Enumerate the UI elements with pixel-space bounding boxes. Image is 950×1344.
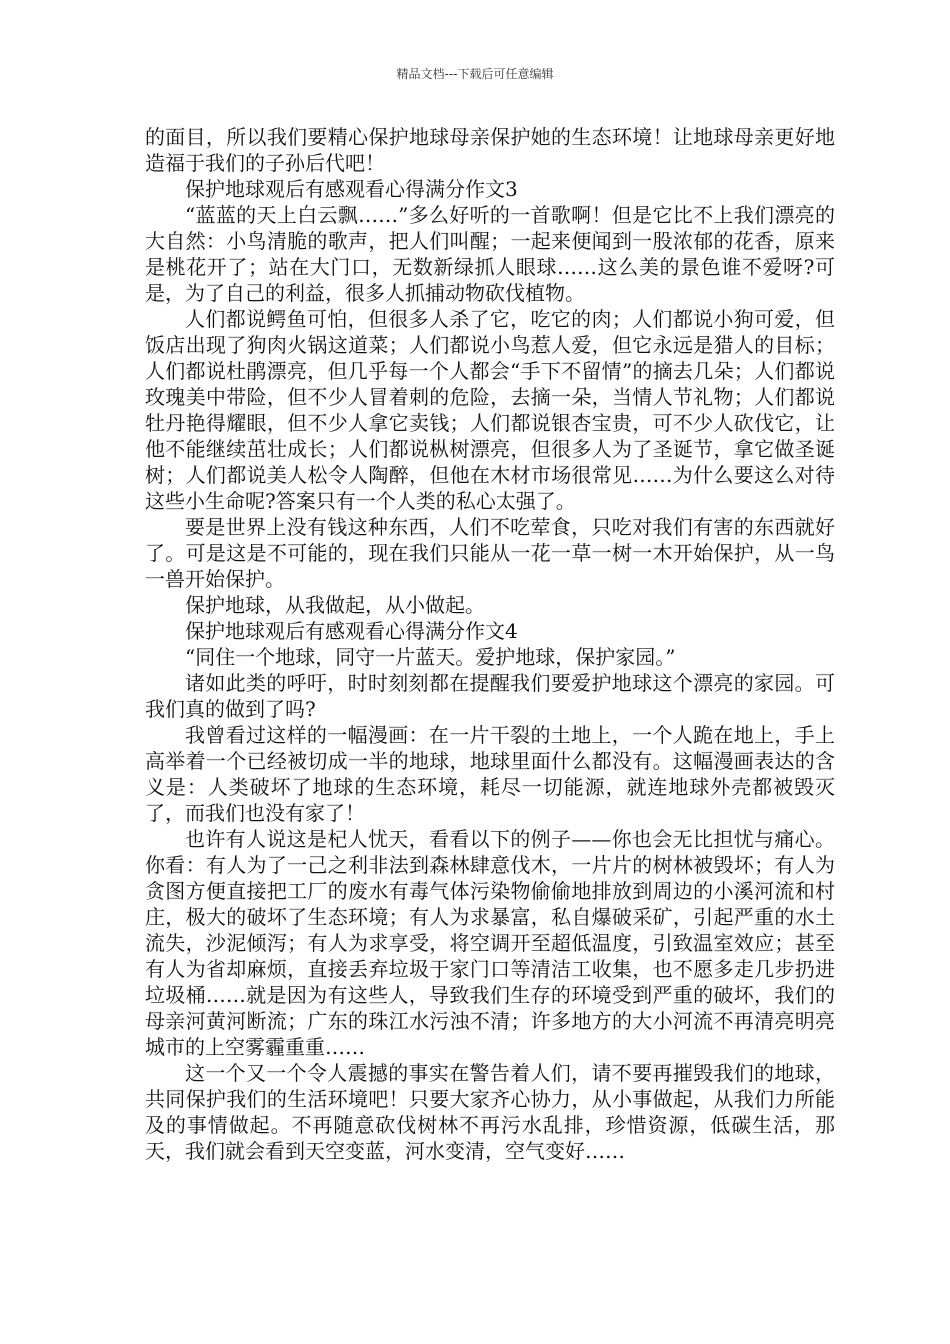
paragraph: 保护地球，从我做起，从小做起。 bbox=[185, 593, 485, 617]
paragraph: 也许有人说这是杞人忧天，看看以下的例子——你也会无比担忧与痛心。你看：有人为了一己之利非法到森林肆意伐木，一片片的树林被毁坏；有人为贪图方便直接把工厂的废水有毒气体污染物偷偷地排放到周边的小溪河流和村庄，极大的破坏了生态环境；有人为求暴富，私自爆破采矿，引起严重的水土流失，沙泥倾泻；有人为求享受，将空调开至超低温度，引致温室效应；甚至有人为省却麻烦，直接丢弃垃圾于家门口等清洁工收集，也不愿多走几步扔进垃圾桶……就是因为有这些人，导致我们生存的环境受到严重的破坏，我们的母亲河黄河断流；广东的珠江水污浊不清；许多地方的大小河流不再清亮明亮城市的上空雾霾重重…… bbox=[145, 827, 835, 1059]
paragraph: 要是世界上没有钱这种东西，人们不吃荤食，只吃对我们有害的东西就好了。可是这是不可能的，现在我们只能从一花一草一树一木开始保护，从一鸟一兽开始保护。 bbox=[145, 515, 835, 591]
page-header: 精品文档---下载后可任意编辑 bbox=[396, 67, 554, 81]
paragraph: 这一个又一个令人震撼的事实在警告着人们，请不要再摧毁我们的地球，共同保护我们的生活环境吧！只要大家齐心协力，从小事做起，从我们力所能及的事情做起。不再随意砍伐树林不再污水乱排，珍惜资源，低碳生活，那天，我们就会看到天空变蓝，河水变清，空气变好…… bbox=[145, 1061, 835, 1163]
paragraph: “同住一个地球，同守一片蓝天。爱护地球，保护家园。” bbox=[185, 645, 676, 669]
document-body bbox=[145, 124, 835, 1164]
essay-title-3: 保护地球观后有感观看心得满分作文3 bbox=[185, 177, 518, 201]
paragraph: 人们都说鳄鱼可怕，但很多人杀了它，吃它的肉；人们都说小狗可爱，但饭店出现了狗肉火锅这道菜；人们都说小鸟惹人爱，但它永远是猎人的目标；人们都说杜鹃漂亮，但几乎每一个人都会“手下不留情”的摘去几朵；人们都说玫瑰美中带险，但不少人冒着刺的危险，去摘一朵，当情人节礼物；人们都说牡丹艳得耀眼，但不少人拿它卖钱；人们都说银杏宝贵，可不少人砍伐它，让他不能继续茁壮成长；人们都说枞树漂亮，但很多人为了圣诞节，拿它做圣诞树；人们都说美人松令人陶醉，但他在木材市场很常见……为什么要这么对待这些小生命呢?答案只有一个人类的私心太强了。 bbox=[145, 307, 835, 513]
essay-title-4: 保护地球观后有感观看心得满分作文4 bbox=[185, 619, 518, 643]
paragraph: 诸如此类的呼吁，时时刻刻都在提醒我们要爱护地球这个漂亮的家园。可我们真的做到了吗? bbox=[145, 671, 835, 721]
paragraph: “蓝蓝的天上白云飘……”多么好听的一首歌啊！但是它比不上我们漂亮的大自然：小鸟清脆的歌声，把人们叫醒；一起来便闻到一股浓郁的花香，原来是桃花开了；站在大门口，无数新绿抓人眼球……这么美的景色谁不爱呀?可是，为了自己的利益，很多人抓捕动物砍伐植物。 bbox=[145, 203, 835, 305]
paragraph: 我曾看过这样的一幅漫画：在一片干裂的土地上，一个人跪在地上，手上高举着一个已经被切成一半的地球，地球里面什么都没有。这幅漫画表达的含义是：人类破坏了地球的生态环境，耗尽一切能源，就连地球外壳都被毁灭了，而我们也没有家了！ bbox=[145, 723, 835, 825]
paragraph-continuation: 的面目，所以我们要精心保护地球母亲保护她的生态环境！让地球母亲更好地造福于我们的子孙后代吧！ bbox=[145, 125, 835, 175]
